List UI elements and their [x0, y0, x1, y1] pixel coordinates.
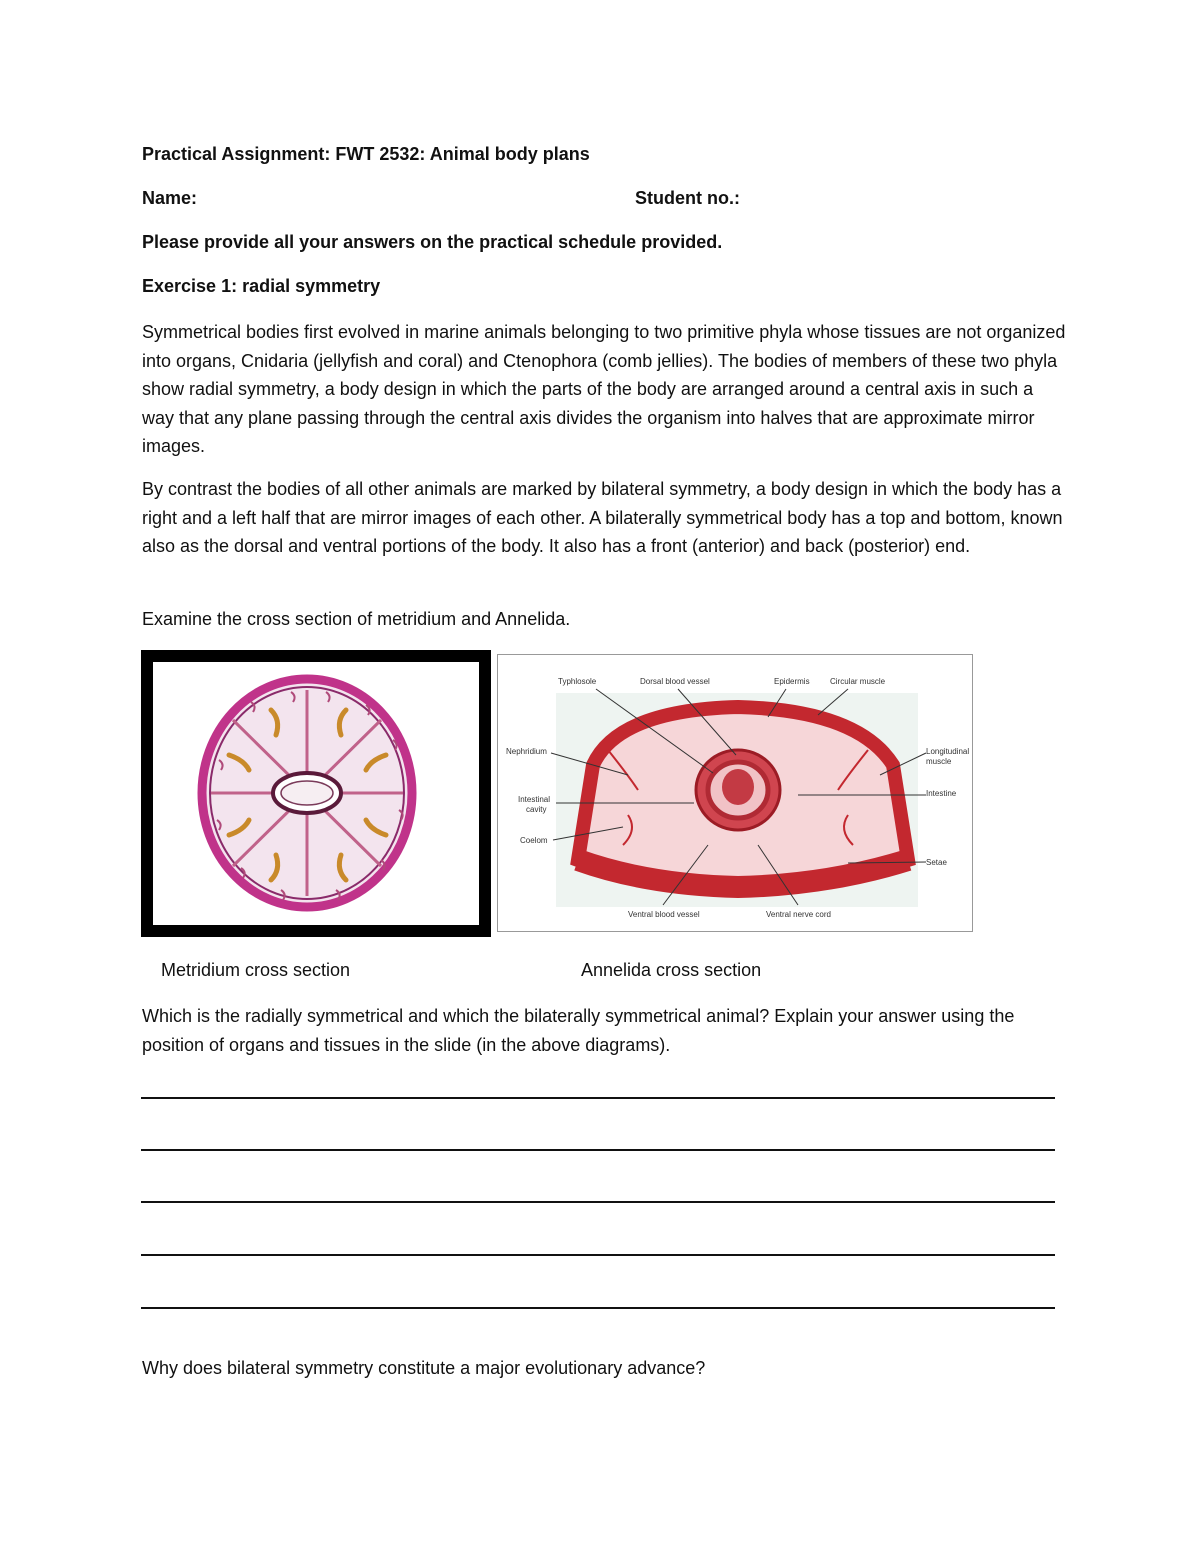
question-1: Which is the radially symmetrical and which the bilaterally symmetrical animal? Explain your answer using the position of organs and tissues in the slide (in the above diagrams). [142, 1006, 1015, 1055]
metridium-caption: Metridium cross section [161, 960, 351, 980]
label-ventral-blood-vessel: Ventral blood vessel [628, 910, 700, 919]
name-label: Name: [142, 188, 198, 208]
answer-line[interactable] [141, 1149, 1055, 1151]
instruction-text: Please provide all your answers on the practical schedule provided. [142, 232, 723, 252]
paragraph-radial: Symmetrical bodies first evolved in marine animals belonging to two primitive phyla whose tissues are not organized into organs, Cnidaria (jellyfish and coral) and Ctenophora (comb jellies). The bodies of members of these two phyla show radial symmetry, a body design in which the parts of the body are arranged around a central axis in such a way that any plane passing through the central axis divides the organism into halves that are approximate mirror images. [142, 322, 1066, 457]
label-typhlosole: Typhlosole [558, 677, 597, 686]
student-no-label: Student no.: [635, 188, 740, 208]
examine-instruction: Examine the cross section of metridium and Annelida. [142, 609, 571, 629]
label-intestinal: Intestinal [518, 795, 551, 804]
label-circular-muscle: Circular muscle [830, 677, 886, 686]
annelida-figure [497, 654, 973, 932]
question-2: Why does bilateral symmetry constitute a major evolutionary advance? [142, 1358, 706, 1378]
exercise-heading: Exercise 1: radial symmetry [142, 276, 381, 296]
annelida-caption: Annelida cross section [581, 960, 762, 980]
label-intestine: Intestine [926, 789, 957, 798]
label-longitudinal: Longitudinal [926, 747, 970, 756]
label-dorsal-blood-vessel: Dorsal blood vessel [640, 677, 710, 686]
annelida-image [498, 655, 972, 931]
answer-line[interactable] [141, 1201, 1055, 1203]
label-muscle: muscle [926, 757, 952, 766]
answer-line[interactable] [141, 1097, 1055, 1099]
label-ventral-nerve-cord: Ventral nerve cord [766, 910, 831, 919]
label-setae: Setae [926, 858, 947, 867]
metridium-image [141, 650, 491, 937]
answer-line[interactable] [141, 1307, 1055, 1309]
paragraph-bilateral: By contrast the bodies of all other animals are marked by bilateral symmetry, a body design in which the body has a right and a left half that are mirror images of each other. A bilaterally symmetrical body has a top and bottom, known also as the dorsal and ventral portions of the body. It also has a front (anterior) and back (posterior) end. [142, 479, 1063, 557]
label-coelom: Coelom [520, 836, 548, 845]
metridium-figure [141, 650, 491, 937]
label-nephridium: Nephridium [506, 747, 547, 756]
label-epidermis: Epidermis [774, 677, 810, 686]
label-cavity: cavity [526, 805, 547, 814]
answer-line[interactable] [141, 1254, 1055, 1256]
page-title: Practical Assignment: FWT 2532: Animal body plans [142, 144, 590, 164]
